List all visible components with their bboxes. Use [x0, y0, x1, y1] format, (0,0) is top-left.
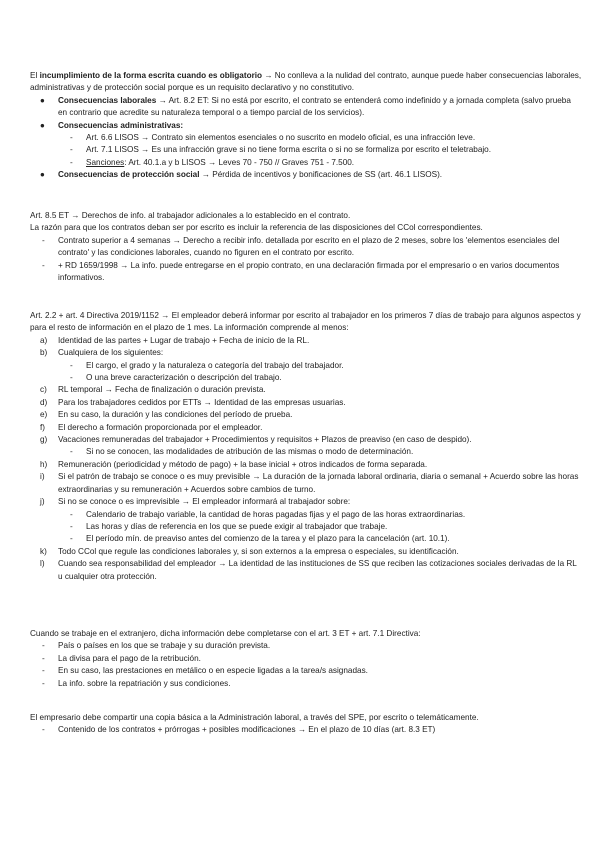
item-text: Para los trabajadores cedidos por ETTs → Identidad de las empresas usuarias.	[58, 397, 346, 407]
letter-marker: k)	[40, 546, 47, 556]
dash-marker: -	[42, 260, 45, 270]
letter-marker: b)	[40, 348, 48, 358]
dash-marker: -	[70, 509, 73, 519]
dash-marker: -	[70, 360, 73, 370]
sanciones-underlined: Sanciones	[86, 157, 125, 167]
item-text: Todo CCol que regule las condiciones laborales y, si son externos a la empresa o especiales, su identificación.	[58, 546, 459, 556]
bullet-text: → Pérdida de incentivos y bonificaciones de SS (art. 46.1 LISOS).	[199, 170, 443, 180]
dash-marker: -	[42, 235, 45, 245]
item-text: País o países en los que se trabaje y su duración prevista.	[58, 641, 271, 651]
list-item-h	[30, 459, 582, 471]
dash-marker: -	[70, 145, 73, 155]
letter-marker: h)	[40, 459, 48, 469]
list-item-f	[30, 422, 582, 434]
letter-marker: e)	[40, 410, 48, 420]
list-item	[30, 235, 582, 260]
bullet-text: → Art. 8.2 ET: Si no está por escrito, el contrato se entenderá como indefinido y a jornada completa (salvo prueba en contrario que acredite su naturaleza temporal o a tiempo parcial de los servicios).	[58, 95, 571, 118]
item-text: Si el patrón de trabajo se conoce o es muy previsible → La duración de la jornada laboral ordinaria, diaria o semanal + Acuerdo sobre las horas extraordinarias y su remuneración + Acuerdos sobre cambios de turno.	[58, 472, 579, 494]
dash-marker: -	[70, 373, 73, 383]
paragraph-incumplimiento	[30, 70, 582, 95]
item-text: Si no se conoce o es imprevisible → El empleador informará al trabajador sobre:	[58, 497, 351, 507]
bullet-bold: Consecuencias laborales	[58, 95, 157, 105]
section-extranjero	[30, 628, 582, 690]
sub-item-lisos-6-6	[30, 132, 582, 144]
sub-item	[30, 509, 582, 521]
list-item	[30, 724, 582, 736]
letter-marker: f)	[40, 422, 46, 432]
bullet-proteccion-social	[30, 169, 582, 181]
sub-text: Calendario de trabajo variable, la cantidad de horas pagadas fijas y el pago de las horas extraordinarias.	[86, 509, 466, 519]
bullet-consecuencias-laborales	[30, 95, 582, 120]
sub-text: Las horas y días de referencia en los que se puede exigir al trabajador que trabaje.	[86, 521, 388, 531]
dash-marker: -	[42, 678, 45, 688]
dash-marker: -	[70, 521, 73, 531]
paragraph-art-8-5: Art. 8.5 ET → Derechos de info. al trabajador adicionales a lo establecido en el contrato.	[30, 211, 351, 220]
sub-text: Art. 6.6 LISOS → Contrato sin elementos esenciales o no suscrito en modelo oficial, es una infracción leve.	[86, 133, 476, 143]
dash-marker: -	[70, 534, 73, 544]
list-item-d	[30, 397, 582, 409]
sub-text: O una breve caracterización o descripción del trabajo.	[86, 373, 282, 383]
bullet-consecuencias-administrativas	[30, 120, 582, 132]
dash-marker: -	[42, 641, 45, 651]
sub-text: Art. 7.1 LISOS → Es una infracción grave si no tiene forma escrita o si no se formaliza por escrito el teletrabajo.	[86, 145, 492, 155]
dash-marker: -	[70, 447, 73, 457]
list-item-k	[30, 546, 582, 558]
list-item-g	[30, 434, 582, 446]
item-text: El derecho a formación proporcionada por el empleador.	[58, 422, 263, 432]
dash-marker: -	[70, 133, 73, 143]
list-item-j	[30, 496, 582, 508]
list-item-e	[30, 409, 582, 421]
item-text: Cuando sea responsabilidad del empleador → La identidad de las instituciones de SS que reciben las cotizaciones sociales derivadas de la RL u cualquier otra protección.	[58, 559, 577, 581]
section-art-8-5	[30, 210, 582, 284]
list-item-c	[30, 384, 582, 396]
list-item-b	[30, 347, 582, 359]
letter-marker: g)	[40, 435, 48, 445]
item-text: Vacaciones remuneradas del trabajador + Procedimientos y requisitos + Plazos de preaviso (en caso de despido).	[58, 435, 472, 445]
item-text: En su caso, las prestaciones en metálico o en especie ligadas a la tarea/s asignadas.	[58, 666, 368, 676]
letter-marker: j)	[40, 497, 45, 507]
item-text: + RD 1659/1998 → La info. puede entregarse en el propio contrato, en una declaración firmada por el empresario o en varios documentos informativos.	[58, 260, 560, 283]
letter-marker: a)	[40, 335, 48, 345]
intro-rest: → No conlleva a la nulidad del contrato, aunque puede haber consecuencias laborales, administrativas y de protección social porque es un requisito declarativo y no constitutivo.	[30, 71, 582, 93]
sub-item	[30, 360, 582, 372]
section-directiva	[30, 310, 582, 583]
list-item	[30, 678, 582, 690]
letter-marker: i)	[40, 472, 45, 482]
item-text: Contenido de los contratos + prórrogas + posibles modificaciones → En el plazo de 10 días (art. 8.3 ET)	[58, 725, 436, 735]
list-item	[30, 665, 582, 677]
item-text: Contrato superior a 4 semanas → Derecho a recibir info. detallada por escrito en el plazo de 2 meses, sobre los 'elementos esenciales del contrato' y las condiciones laborales, cuando no figuren en el contrato por escrito.	[58, 235, 560, 258]
sub-item	[30, 372, 582, 384]
sub-text: : Art. 40.1.a y b LISOS → Leves 70 - 750 // Graves 751 - 7.500.	[124, 157, 355, 167]
bullet-marker: ●	[40, 170, 45, 180]
paragraph-razon: La razón para que los contratos deban ser por escrito es incluir la referencia de las disposiciones del CCol correspondientes.	[30, 223, 483, 233]
bullet-marker: ●	[40, 95, 45, 105]
sub-text: Si no se conocen, las modalidades de atribución de las mismas o modo de determinación.	[86, 447, 414, 457]
dash-marker: -	[42, 666, 45, 676]
dash-marker: -	[42, 725, 45, 735]
item-text: En su caso, la duración y las condiciones del período de prueba.	[58, 410, 293, 420]
sub-item-lisos-7-1	[30, 144, 582, 156]
section-forma-escrita	[30, 70, 582, 182]
bullet-marker: ●	[40, 120, 45, 130]
list-item	[30, 260, 582, 285]
bullet-bold: Consecuencias administrativas:	[58, 120, 184, 130]
paragraph-copia-basica: El empresario debe compartir una copia básica a la Administración laboral, a través del SPE, por escrito o telemáticamente.	[30, 713, 479, 722]
dash-marker: -	[42, 653, 45, 663]
letter-marker: c)	[40, 385, 47, 395]
list-item-i	[30, 471, 582, 496]
sub-item	[30, 521, 582, 533]
dash-marker: -	[70, 157, 73, 167]
item-text: Remuneración (periodicidad y método de pago) + la base inicial + otros indicados de forma separada.	[58, 459, 428, 469]
item-text: RL temporal → Fecha de finalización o duración prevista.	[58, 385, 266, 395]
paragraph-directiva: Art. 2.2 + art. 4 Directiva 2019/1152 → El empleador deberá informar por escrito al trabajador en los primeros 7 días de trabajo para algunos aspectos y para el resto de información en el plazo de 1 mes. La información comprende al menos:	[30, 311, 581, 333]
sub-text: El período mín. de preaviso antes del comienzo de la tarea y el plazo para la cancelación (art. 10.1).	[86, 534, 450, 544]
item-text: Cualquiera de los siguientes:	[58, 348, 164, 358]
letter-marker: l)	[40, 559, 45, 569]
list-item-l	[30, 558, 582, 583]
list-item	[30, 653, 582, 665]
bullet-bold: Consecuencias de protección social	[58, 170, 200, 180]
list-item	[30, 640, 582, 652]
intro-bold: incumplimiento de la forma escrita cuando es obligatorio	[39, 71, 263, 80]
paragraph-extranjero: Cuando se trabaje en el extranjero, dicha información debe completarse con el art. 3 ET + art. 7.1 Directiva:	[30, 629, 421, 638]
sub-item	[30, 533, 582, 545]
item-text: La info. sobre la repatriación y sus condiciones.	[58, 678, 231, 688]
list-item-a	[30, 335, 582, 347]
sub-item-sanciones	[30, 157, 582, 169]
letter-marker: d)	[40, 397, 48, 407]
sub-item	[30, 446, 582, 458]
section-copia-basica	[30, 712, 582, 737]
sub-text: El cargo, el grado y la naturaleza o categoría del trabajo del trabajador.	[86, 360, 344, 370]
item-text: La divisa para el pago de la retribución.	[58, 653, 201, 663]
intro-prefix: El	[30, 71, 40, 80]
item-text: Identidad de las partes + Lugar de trabajo + Fecha de inicio de la RL.	[58, 335, 310, 345]
